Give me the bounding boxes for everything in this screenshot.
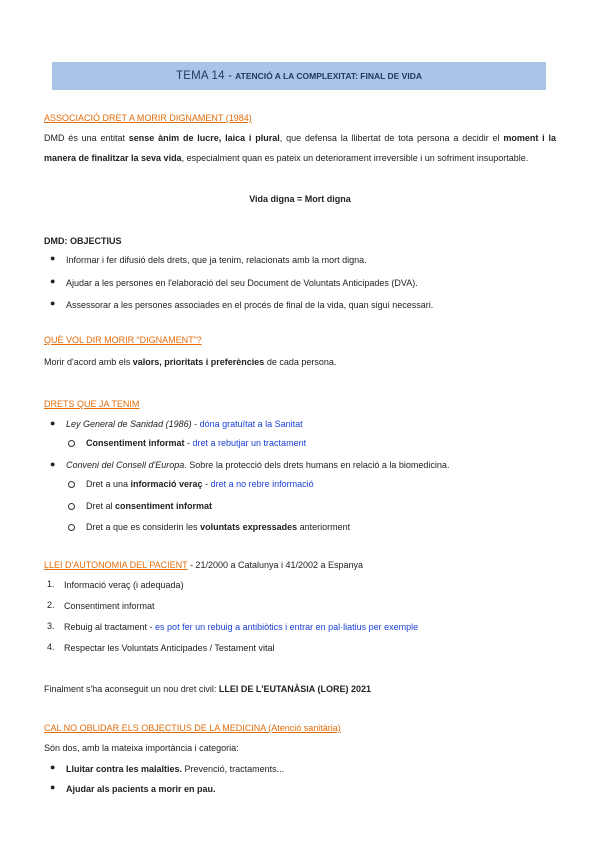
- dmd-paragraph: DMD és una entitat sense ànim de lucre, laica i plural, que defensa la llibertat de tota persona a decidir el moment i la manera de finalitzar la seva vida, especialment quan es pateix un deteriorament irreversible i un sofriment insuportable.: [44, 133, 556, 163]
- circle-bullet-icon: [68, 440, 75, 447]
- title-main: TEMA 14 -: [176, 70, 233, 82]
- llei-item: Consentiment informat: [64, 601, 155, 611]
- llei-item: Respectar les Voluntats Anticipades / Testament vital: [64, 643, 275, 653]
- list-number: 3.: [47, 621, 55, 631]
- bullet-icon: ●: [50, 418, 56, 428]
- bullet-icon: ●: [50, 253, 56, 263]
- section-heading-objectius-medicina: CAL NO OBLIDAR ELS OBJECTIUS DE LA MEDICINA (Atenció sanitària): [44, 723, 341, 733]
- bullet-icon: ●: [50, 782, 56, 792]
- drets-subitem: Dret a que es considerin les voluntats expressades anteriorment: [86, 522, 351, 532]
- drets-subitem: Dret al consentiment informat: [86, 501, 213, 511]
- drets-subitem: Dret a una informació veraç - dret a no rebre informació: [86, 479, 314, 489]
- section-heading-dignament: QUÈ VOL DIR MORIR “DIGNAMENT”?: [44, 335, 202, 345]
- list-number: 2.: [47, 600, 55, 610]
- circle-bullet-icon: [68, 481, 75, 488]
- circle-bullet-icon: [68, 524, 75, 531]
- objective-item: Assessorar a les persones associades en el procés de final de la vida, quan sigui necessari.: [66, 300, 434, 310]
- drets-subitem: Consentiment informat - dret a rebutjar un tractament: [86, 438, 307, 448]
- vida-digna-line: Vida digna = Mort digna: [249, 194, 351, 204]
- section-heading-drets: DRETS QUE JA TENIM: [44, 399, 140, 409]
- list-number: 4.: [47, 642, 55, 652]
- medicina-item: Ajudar als pacients a morir en pau.: [66, 784, 216, 794]
- final-line: Finalment s'ha aconseguit un nou dret civil: LLEI DE L'EUTANÀSIA (LORE) 2021: [44, 684, 371, 694]
- title-sub: ATENCIÓ A LA COMPLEXITAT: FINAL DE VIDA: [235, 71, 422, 81]
- objectives-heading: DMD: OBJECTIUS: [44, 236, 122, 246]
- drets-item-conveni: Conveni del Consell d'Europa. Sobre la protecció dels drets humans en relació a la biomedicina.: [66, 460, 450, 470]
- bullet-icon: ●: [50, 459, 56, 469]
- bullet-icon: ●: [50, 298, 56, 308]
- drets-item-ley: Ley General de Sanidad (1986) - dóna gratuïtat a la Sanitat: [66, 419, 303, 429]
- bullet-icon: ●: [50, 276, 56, 286]
- section-heading-llei: LLEI D'AUTONOMIA DEL PACIENT - 21/2000 a Catalunya i 41/2002 a Espanya: [44, 560, 364, 570]
- dignament-text: Morir d'acord amb els valors, prioritats i preferències de cada persona.: [44, 357, 337, 367]
- circle-bullet-icon: [68, 503, 75, 510]
- llei-item: Rebuig al tractament - es pot fer un rebuig a antibiòtics i entrar en pal·liatius per exemple: [64, 622, 419, 632]
- bullet-icon: ●: [50, 762, 56, 772]
- list-number: 1.: [47, 579, 55, 589]
- objective-item: Ajudar a les persones en l'elaboració del seu Document de Voluntats Anticipades (DVA).: [66, 278, 418, 288]
- section-heading-dmd: ASSOCIACIÓ DRET A MORIR DIGNAMENT (1984): [44, 113, 252, 123]
- title-banner: [52, 62, 546, 90]
- medicina-item: Lluitar contra les malalties. Prevenció, tractaments...: [66, 764, 285, 774]
- llei-item: Informació veraç (i adequada): [64, 580, 184, 590]
- objective-item: Informar i fer difusió dels drets, que ja tenim, relacionats amb la mort digna.: [66, 255, 367, 265]
- medicina-intro: Són dos, amb la mateixa importància i categoria:: [44, 743, 239, 753]
